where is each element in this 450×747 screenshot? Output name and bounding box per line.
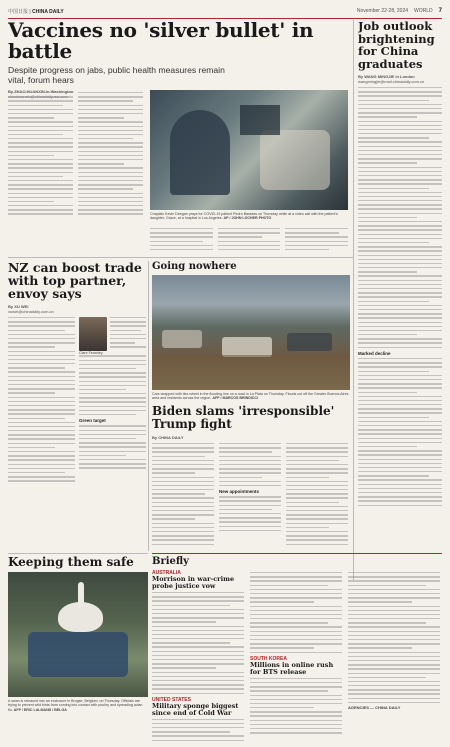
nz-portrait <box>79 317 107 351</box>
photo-screen <box>240 105 280 135</box>
keeping-header <box>8 556 148 570</box>
briefly-item-1: AUSTRALIA Morrison in war-crime probe justice vow UNITED STATES Military sponge biggest since end of Cold War <box>152 570 244 741</box>
jobs-body <box>358 87 442 348</box>
lead-headline: Vaccines no 'silver bullet' in battle <box>8 20 314 63</box>
photo-car-2 <box>222 337 272 357</box>
nz-body-col-2 <box>79 317 146 485</box>
going-headline: Going nowhere <box>152 261 237 272</box>
column-rule <box>353 20 354 580</box>
photo-figure <box>170 110 230 195</box>
going-caption: Cars wrapped with ties wheel in the flooding line on a road in La Plata on Thursday. Floods cut off the Greater Buenos Aires area and residents across the region. AFP / MARCOS BRINDICCI <box>152 392 349 401</box>
lead-body-col-2 <box>78 92 143 218</box>
nz-subhead: Green target <box>79 418 106 424</box>
photo-person <box>28 632 128 677</box>
lead-body-col-1 <box>8 92 73 218</box>
jobs-body-2 <box>358 358 442 506</box>
going-photo <box>152 275 350 390</box>
rule-briefly <box>152 553 442 554</box>
keeping-photo <box>8 572 148 697</box>
jobs-subhead: Marked decline <box>358 351 391 357</box>
going-header <box>152 261 350 273</box>
rule-going <box>148 261 149 551</box>
jobs-story <box>358 20 442 580</box>
jobs-byline: By WANG MINGJIE in London <box>358 74 415 79</box>
biden-byline: By CHINA DAILY <box>152 435 184 440</box>
jobs-email: wangmingjie@mail.chinadaily.com.cn <box>358 79 425 84</box>
photo-car-1 <box>162 330 202 348</box>
biden-subhead: New appointments <box>219 489 260 495</box>
rule-nz <box>8 257 353 258</box>
nz-body-col-1 <box>8 317 75 485</box>
keeping-headline: Keeping them safe <box>8 556 134 569</box>
nz-portrait-caption: Clare Fearnley <box>79 351 103 355</box>
nz-headline: NZ can boost trade with top partner, envoy says <box>8 261 142 301</box>
biden-story <box>152 405 350 551</box>
nz-story <box>8 261 146 551</box>
briefly-title: Briefly <box>152 556 189 567</box>
lead-photo-caption: Chaplain Kevin Deegan prays for COVID-19 patient Pedro Baradas on Thursday while at a video call with the patient's daughter, Grace, at a hospital in Los Angeles. AP / JOHN LOCHER PHOTO <box>150 212 338 221</box>
masthead-right: November 22-28, 2024 WORLD 7 <box>356 8 442 14</box>
photo-floodwater <box>152 355 350 390</box>
lead-deck: Despite progress on jabs, public health measures remain vital, forum hears <box>8 65 225 86</box>
rule-keeping <box>8 553 148 554</box>
masthead <box>8 6 442 19</box>
nz-email: xuwei@chinadaily.com.cn <box>8 309 54 314</box>
briefly-right <box>348 570 440 741</box>
lead-body-lower <box>150 228 348 256</box>
briefly-section <box>152 556 442 741</box>
page-number: 7 <box>438 8 442 14</box>
keeping-caption: A swan is released into an enclosure in Brugse, Belgium, on Thursday. Officials are trying to prevent wild birds from coming into contact with poultry and spreading avian flu. AFP / ERIC LALMAND / BELGA <box>8 699 143 712</box>
jobs-headline: Job outlook brightening for China graduates <box>358 20 435 71</box>
nz-byline: By XU WEI <box>8 304 29 309</box>
lead-photo <box>150 90 348 210</box>
photo-swan-neck <box>78 582 84 608</box>
briefly-middle: SOUTH KOREA Millions in online rush for BTS release <box>250 570 342 741</box>
biden-headline: Biden slams 'irresponsible' Trump fight <box>152 405 335 431</box>
photo-car-3 <box>287 333 332 351</box>
masthead-left: 中国日报 | CHINA DAILY <box>8 8 64 15</box>
briefly-footer: AGENCIES — CHINA DAILY <box>348 705 401 710</box>
photo-patient <box>260 130 330 190</box>
